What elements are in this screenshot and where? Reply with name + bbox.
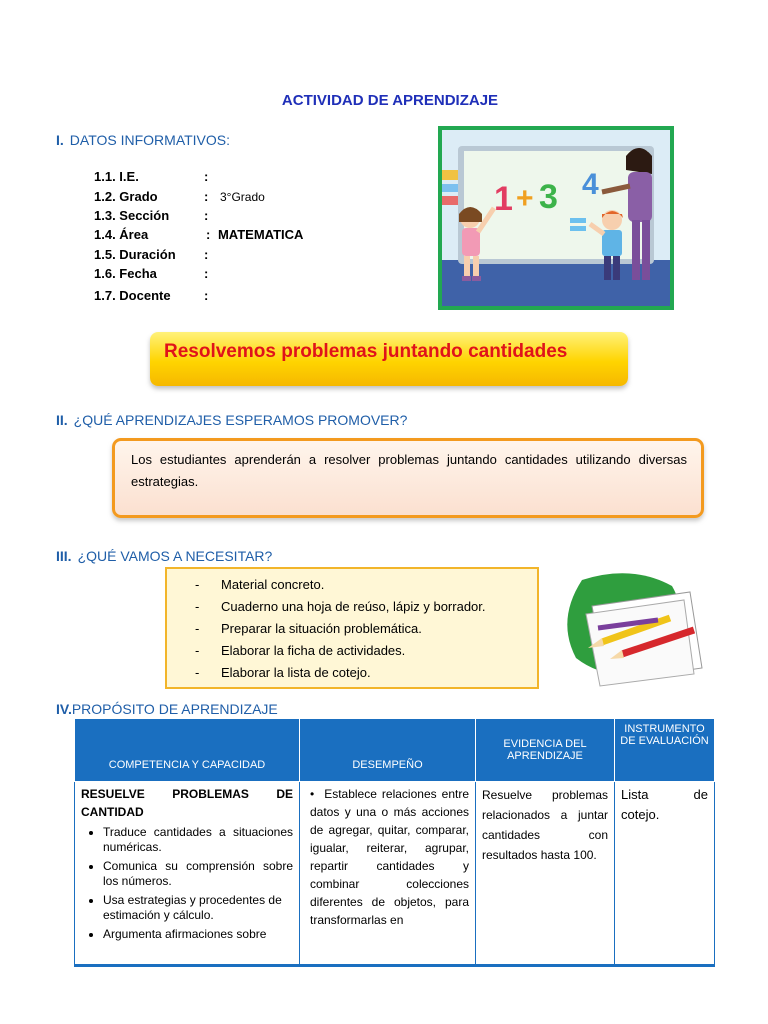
cell-instrumento: Lista de cotejo. xyxy=(615,782,715,966)
info-row-grado xyxy=(94,187,265,207)
info-sep: : xyxy=(204,247,209,262)
info-label: 1.5. Duración xyxy=(94,247,176,262)
material-item: Preparar la situación problemática. xyxy=(221,621,422,636)
materials-list xyxy=(195,574,486,684)
info-row-area xyxy=(94,225,303,244)
info-label: 1.7. Docente xyxy=(94,288,171,303)
info-value-area: MATEMATICA xyxy=(217,227,304,242)
math-number-1: 1 xyxy=(494,180,513,218)
material-item: Cuaderno una hoja de reúso, lápiz y borrador. xyxy=(221,599,486,614)
section-4-number: IV. xyxy=(56,701,72,717)
competencia-title-2: CANTIDAD xyxy=(81,805,144,819)
list-item: • Establece relaciones entre datos y una o más acciones de agregar, quitar, comparar, igualar, reiterar, agrupar, repartir cantidades y combinar colecciones diferentes de objetos, para transformarlas en xyxy=(310,787,469,927)
math-number-3: 3 xyxy=(539,178,558,216)
cell-competencia xyxy=(75,782,300,966)
pencils-illustration xyxy=(562,570,706,690)
section-2-number: II. xyxy=(56,412,68,428)
section-4-title: PROPÓSITO DE APRENDIZAJE xyxy=(71,701,278,717)
info-row-docente xyxy=(94,286,208,305)
info-sep: : xyxy=(206,227,211,242)
list-item: - Elaborar la ficha de actividades. xyxy=(195,643,406,658)
desempeno-list xyxy=(306,785,469,929)
classroom-illustration xyxy=(438,126,674,310)
classroom-illustration-svg xyxy=(442,130,670,306)
header-desempeno: DESEMPEÑO xyxy=(300,719,476,782)
section-3-title: ¿QUÉ VAMOS A NECESITAR? xyxy=(77,548,273,564)
math-plus: + xyxy=(516,182,534,215)
info-label: 1.4. Área xyxy=(94,227,149,242)
section-3-number: III. xyxy=(56,548,72,564)
material-item: Material concreto. xyxy=(221,577,325,592)
capacidades-list xyxy=(81,825,293,942)
info-sep: : xyxy=(204,169,209,184)
info-label: 1.6. Fecha xyxy=(94,266,157,281)
header-competencia: COMPETENCIA Y CAPACIDAD xyxy=(75,719,300,782)
info-label: 1.3. Sección xyxy=(94,208,170,223)
info-sep: : xyxy=(204,266,209,281)
info-label: 1.2. Grado xyxy=(94,189,158,204)
math-number-4: 4 xyxy=(582,168,599,201)
activity-title: Resolvemos problemas juntando cantidades xyxy=(164,341,568,362)
info-sep: : xyxy=(204,208,209,223)
info-row-fecha xyxy=(94,264,208,283)
info-row-ie xyxy=(94,167,208,186)
competencia-title: RESUELVE PROBLEMAS DE xyxy=(81,787,293,801)
page-title: ACTIVIDAD DE APRENDIZAJE xyxy=(281,92,499,109)
section-2-title: ¿QUÉ APRENDIZAJES ESPERAMOS PROMOVER? xyxy=(73,412,408,428)
list-item: - Material concreto. xyxy=(195,577,325,592)
learning-goal-text: Los estudiantes aprenderán a resolver problemas juntando cantidades utilizando diversas estrategias. xyxy=(131,452,687,489)
list-item: • Comunica su comprensión sobre los números. xyxy=(103,859,293,889)
info-row-duracion xyxy=(94,245,208,264)
section-2-heading xyxy=(56,412,407,428)
desempeno-text: Establece relaciones entre datos y una o más acciones de agregar, quitar, comparar, igualar, reiterar, agrupar, repartir cantidades y combinar colecciones diferentes de objetos, para transformarlas en xyxy=(310,787,469,927)
section-3-heading xyxy=(56,548,272,564)
material-item: Elaborar la lista de cotejo. xyxy=(221,665,371,680)
section-1-heading xyxy=(56,132,230,148)
list-item: • Traduce cantidades a situaciones numéricas. xyxy=(103,825,293,855)
info-row-seccion xyxy=(94,206,208,225)
table-row xyxy=(75,782,715,966)
list-item: • Usa estrategias y procedentes de estimación y cálculo. xyxy=(103,893,293,923)
material-item: Elaborar la ficha de actividades. xyxy=(221,643,406,658)
info-value-grado: 3°Grado xyxy=(219,190,265,204)
header-instrumento: INSTRUMENTO DE EVALUACIÓN xyxy=(615,719,715,782)
purpose-table xyxy=(74,718,715,967)
section-1-title: DATOS INFORMATIVOS: xyxy=(69,132,231,148)
cell-desempeno xyxy=(300,782,476,966)
list-item: - Preparar la situación problemática. xyxy=(195,621,422,636)
info-sep: : xyxy=(204,288,209,303)
cell-evidencia: Resuelve problemas relacionados a juntar cantidades con resultados hasta 100. xyxy=(476,782,615,966)
list-item: - Elaborar la lista de cotejo. xyxy=(195,665,371,680)
table-header-row xyxy=(75,719,715,782)
section-1-number: I. xyxy=(56,132,64,148)
learning-goal-box xyxy=(112,438,704,518)
activity-title-banner xyxy=(150,332,628,386)
header-evidencia: EVIDENCIA DEL APRENDIZAJE xyxy=(476,719,615,782)
materials-box xyxy=(165,567,539,689)
section-4-heading xyxy=(56,701,278,717)
list-item: • Argumenta afirmaciones sobre xyxy=(103,927,293,942)
list-item: - Cuaderno una hoja de reúso, lápiz y borrador. xyxy=(195,599,486,614)
info-label: 1.1. I.E. xyxy=(94,169,139,184)
info-sep: : xyxy=(204,189,209,204)
